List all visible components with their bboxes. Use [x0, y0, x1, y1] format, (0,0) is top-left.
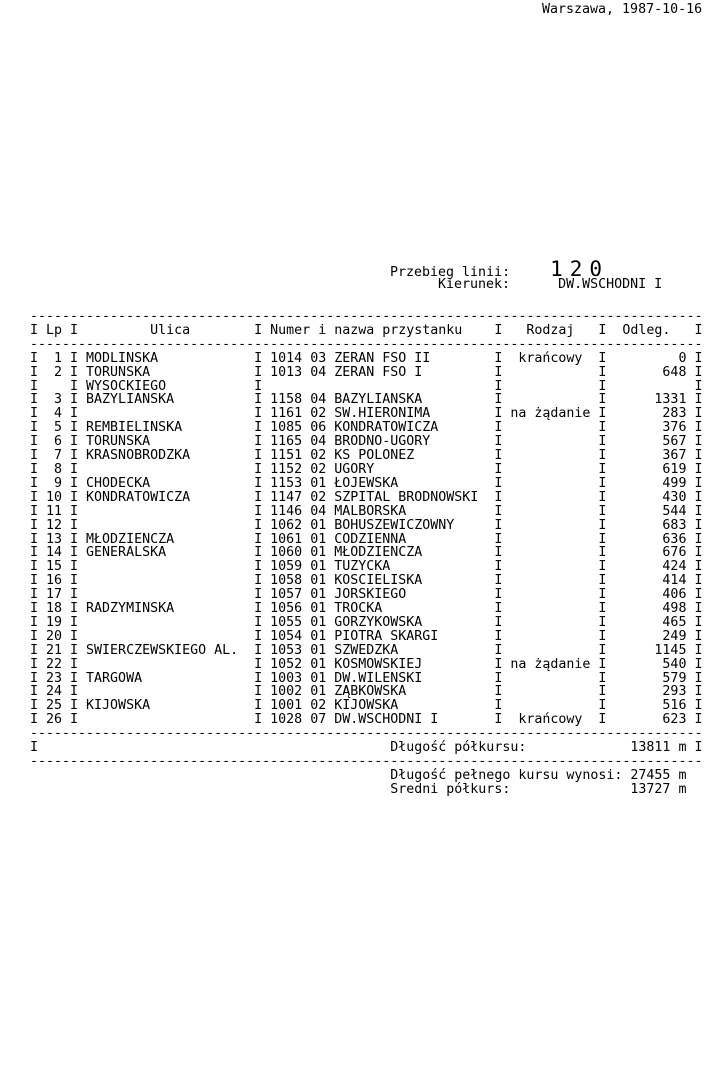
table-row: I 23 I TARGOWA I 1003 01 DW.WILENSKI I I 579 I [30, 670, 703, 686]
table-row: I 9 I CHODECKA I 1153 01 ŁOJEWSKA I I 499 I [30, 475, 703, 491]
table-row: I 12 I I 1062 01 BOHUSZEWICZOWNY I I 683 I [30, 517, 703, 533]
table-row: I 1 I MODLINSKA I 1014 03 ZERAN FSO II I krańcowy I 0 I [30, 350, 703, 366]
table-border-bottom: ------------------------------------------------------------------------------------ [30, 754, 703, 769]
route-number-label: Przebieg linii: [390, 265, 511, 280]
table-header-row: I Lp I Ulica I Numer i nazwa przystanku I Rodzaj I Odleg. I [30, 322, 703, 338]
total-line: Sredni półkurs: 13727 m [30, 781, 687, 797]
table-row: I 17 I I 1057 01 JORSKIEGO I I 406 I [30, 587, 703, 603]
route-direction: DW.WSCHODNI I [558, 277, 663, 292]
table-row: I 22 I I 1052 01 KOSMOWSKIEJ I na żądanie I 540 I [30, 656, 703, 672]
table-row: I 25 I KIJOWSKA I 1001 02 KIJOWSKA I I 516 I [30, 698, 703, 714]
table-row: I 4 I I 1161 02 SW.HIERONIMA I na żądanie I 283 I [30, 406, 703, 422]
table-row: I 21 I SWIERCZEWSKIEGO AL. I 1053 01 SZWEDZKA I I 1145 I [30, 642, 703, 658]
table-row: I 3 I BAZYLIANSKA I 1158 04 BAZYLIANSKA I I 1331 I [30, 392, 703, 408]
route-direction-line [438, 278, 662, 292]
table-row: I 18 I RADZYMINSKA I 1056 01 TROCKA I I 498 I [30, 601, 703, 617]
table-row: I I WYSOCKIEGO I I I I [30, 378, 703, 394]
table-summary-separator: ------------------------------------------------------------------------------------ [30, 726, 703, 742]
table-row: I 8 I I 1152 02 UGORY I I 619 I [30, 461, 703, 477]
route-number: 120 [550, 257, 610, 281]
table-row: I 20 I I 1054 01 PIOTRA SKARGI I I 249 I [30, 628, 703, 644]
stops-table [30, 310, 702, 797]
route-direction-label: Kierunek: [438, 277, 511, 292]
table-border-top: ------------------------------------------------------------------------------------ [30, 309, 703, 324]
table-row: I 5 I REMBIELINSKA I 1085 06 KONDRATOWICZA I I 376 I [30, 420, 703, 436]
table-row: I 10 I KONDRATOWICZA I 1147 02 SZPITAL BRODNOWSKI I I 430 I [30, 489, 703, 505]
total-line: Długość pełnego kursu wynosi: 27455 m [30, 767, 687, 783]
table-row: I 7 I KRASNOBRODZKA I 1151 02 KS POLONEZ I I 367 I [30, 448, 703, 464]
table-header-separator: ------------------------------------------------------------------------------------ [30, 336, 703, 352]
table-row: I 19 I I 1055 01 GORZYKOWSKA I I 465 I [30, 614, 703, 630]
table-row: I 13 I MŁODZIENCZA I 1061 01 CODZIENNA I I 636 I [30, 531, 703, 547]
table-row: I 14 I GENERALSKA I 1060 01 MŁODZIENCZA I I 676 I [30, 545, 703, 561]
table-row: I 15 I I 1059 01 TUZYCKA I I 424 I [30, 559, 703, 575]
route-number-line [390, 257, 609, 279]
table-row: I 24 I I 1002 01 ZĄBKOWSKA I I 293 I [30, 684, 703, 700]
table-row: I 11 I I 1146 04 MALBORSKA I I 544 I [30, 503, 703, 519]
date-line: Warszawa, 1987-10-16 [542, 2, 703, 17]
table-row: I 2 I TORUNSKA I 1013 04 ZERAN FSO I I I 648 I [30, 364, 703, 380]
table-row: I 16 I I 1058 01 KOSCIELISKA I I 414 I [30, 573, 703, 589]
table-row: I 26 I I 1028 07 DW.WSCHODNI I I krańcowy I 623 I [30, 712, 703, 728]
summary-row: I Długość półkursu: 13811 m I [30, 740, 703, 756]
table-row: I 6 I TORUNSKA I 1165 04 BRODNO-UGORY I I 567 I [30, 434, 703, 450]
